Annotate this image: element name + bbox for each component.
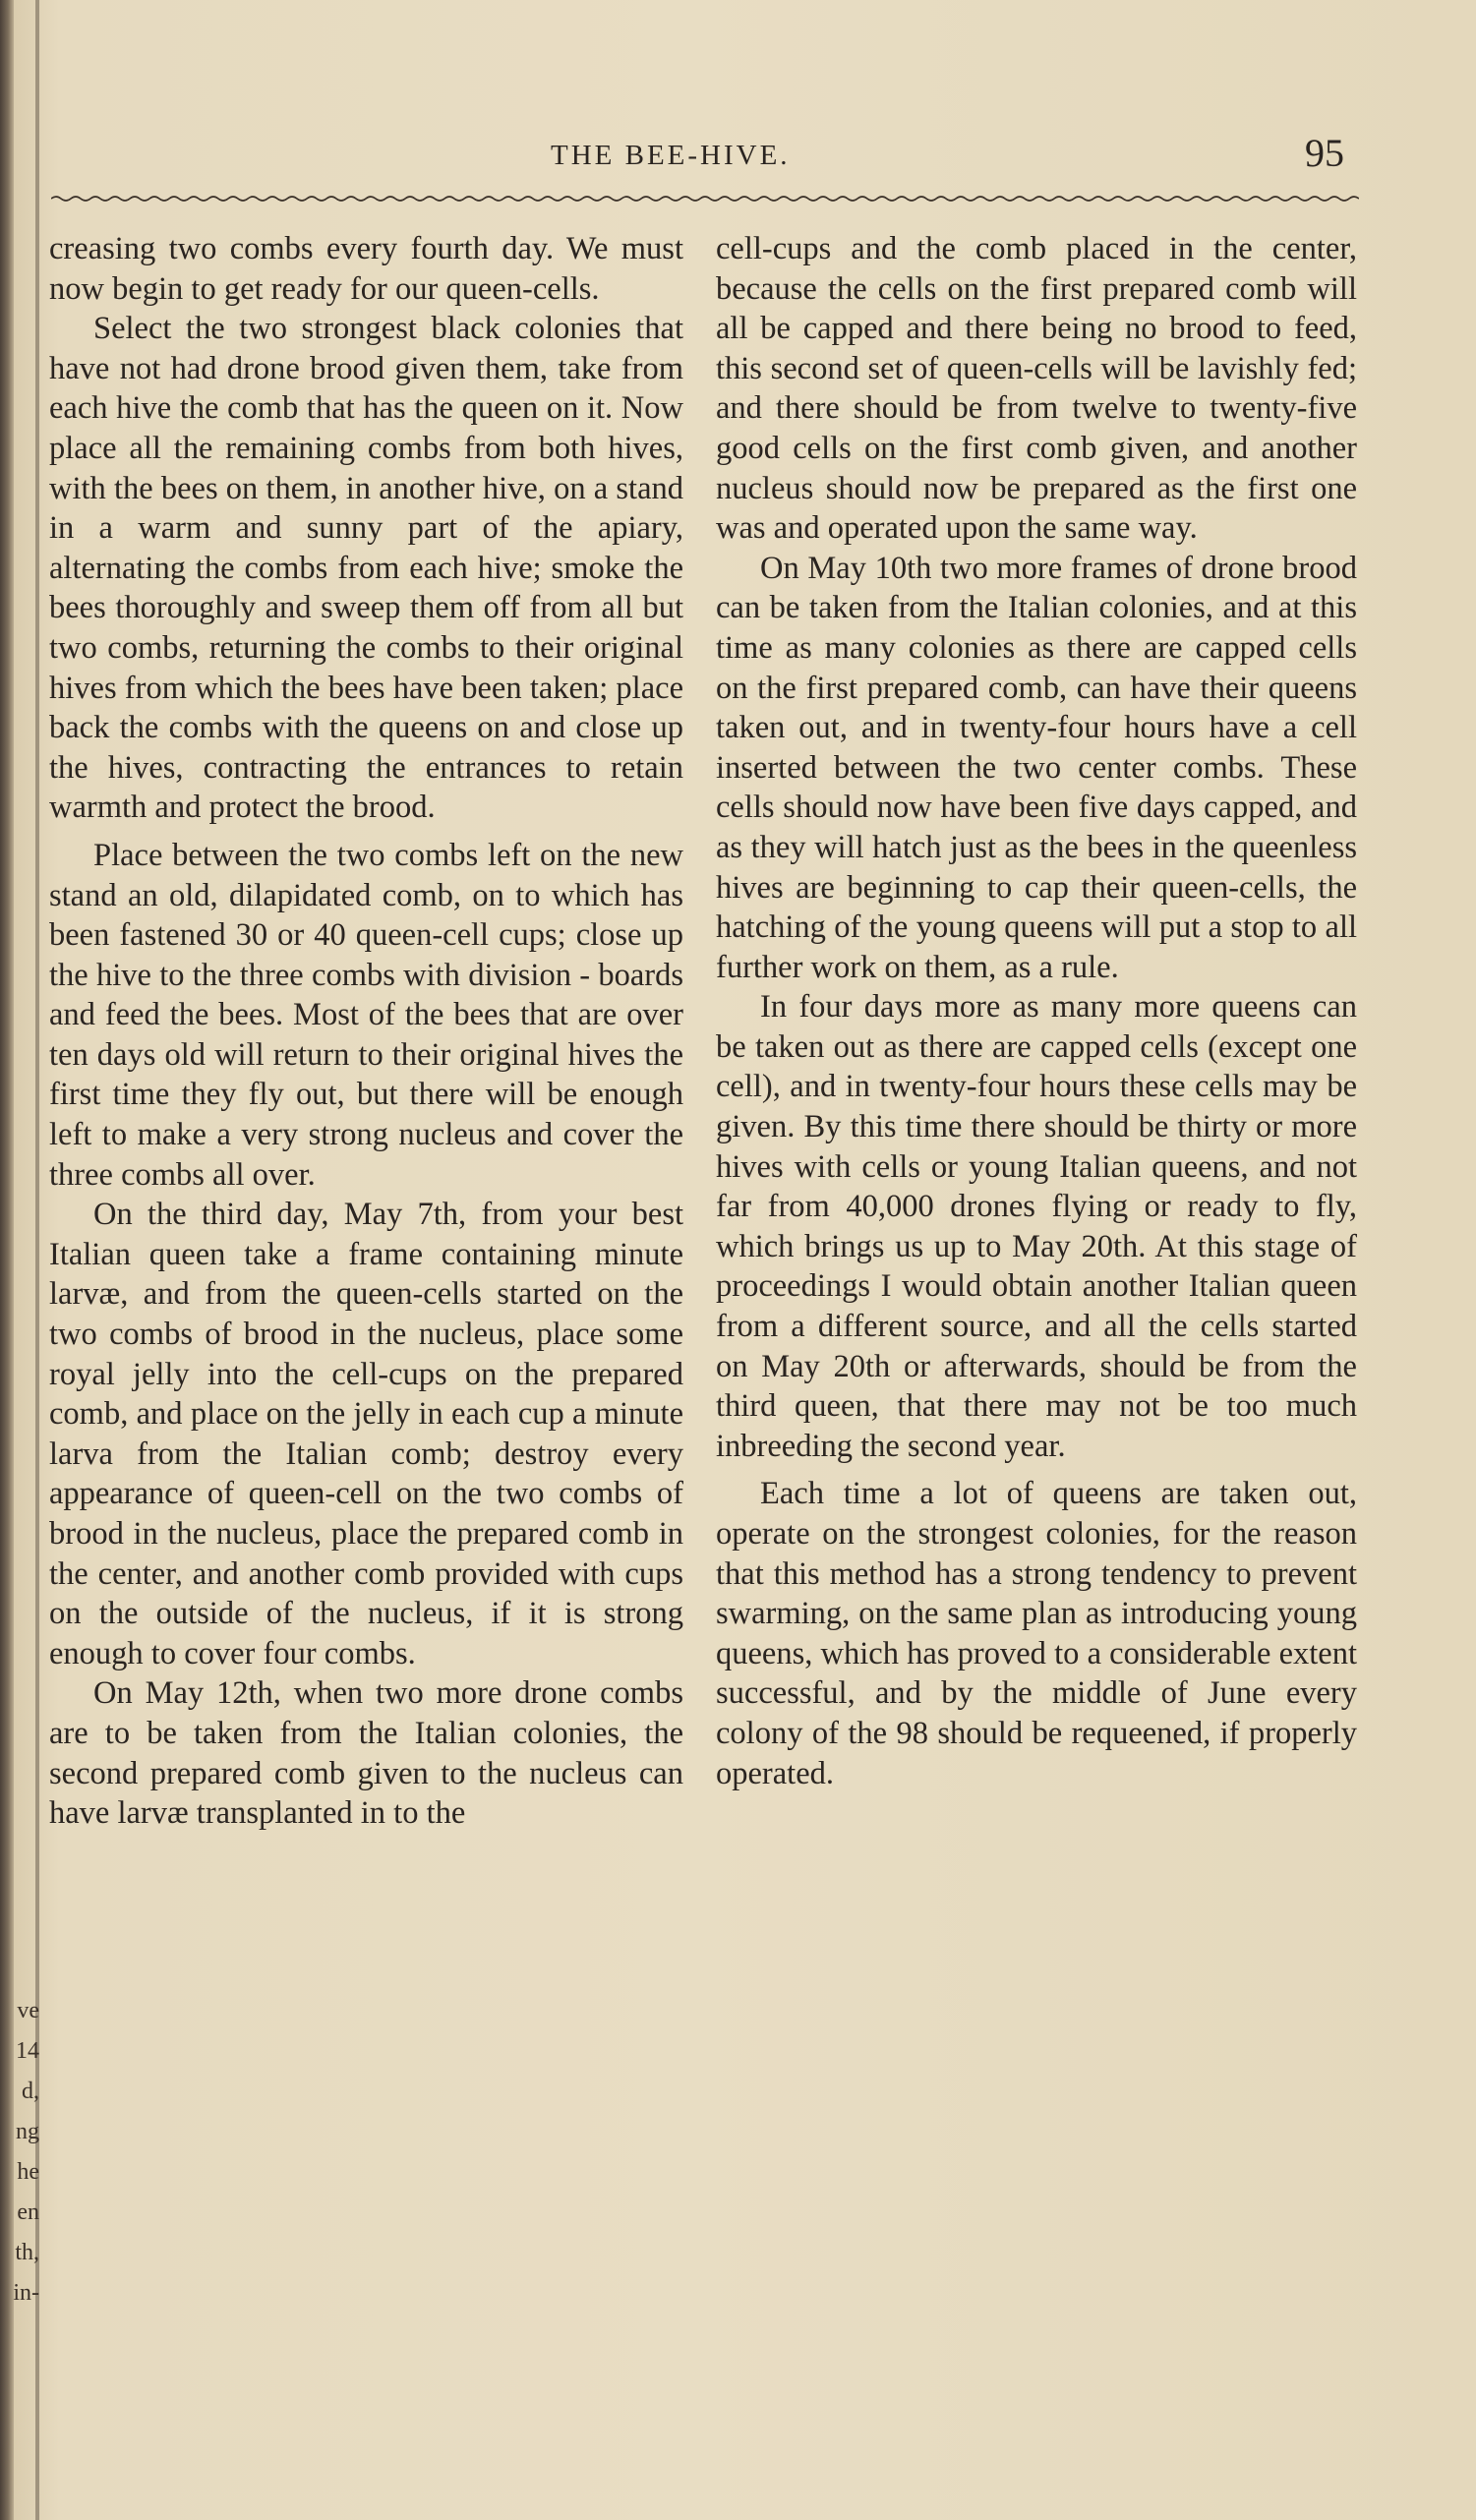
left-text-column	[49, 229, 683, 1834]
margin-fragment: in-	[13, 2280, 39, 2306]
paragraph: creasing two combs every fourth day. We must now begin to get ready for our queen-cells.	[49, 231, 683, 307]
margin-fragment: d,	[22, 2079, 39, 2104]
paragraph: cell-cups and the comb placed in the center, because the cells on the first prepared comb will all be capped and there being no brood to feed, this second set of queen-cells will be lavishly fed; and there should be from twelve to twenty-five good cells on the first comb given, and another nucleus should now be prepared as the first one was and operated upon the same way.	[716, 231, 1357, 547]
paragraph: On May 12th, when two more drone combs are to be taken from the Italian colonies, the second prepared comb given to the nucleus can have larvæ transplanted in to the	[49, 1675, 683, 1832]
margin-fragment: 14	[16, 2038, 39, 2064]
wavy-header-rule	[51, 193, 1359, 205]
right-text-column	[716, 229, 1357, 1793]
paragraph: On the third day, May 7th, from your best Italian queen take a frame containing minute larvæ, and from the queen-cells started on the two combs of brood in the nucleus, place some royal jelly into the cell-cups on the prepared comb, and place on the jelly in each cup a minute larva from the Italian comb; destroy every appearance of queen-cell on the two combs of brood in the nucleus, place the prepared comb in the center, and another comb provided with cups on the outside of the nucleus, if it is strong enough to cover four combs.	[49, 1197, 683, 1671]
page-number: 95	[1305, 131, 1344, 175]
paragraph: On May 10th two more frames of drone brood can be taken from the Italian colonies, and at this time as many colonies as there are capped cells on the first prepared comb, can have their queens taken out, and in twenty-four hours have a cell inserted between the two center combs. These cells should now have been five days capped, and as they will hatch just as the bees in the queenless hives are beginning to cap their queen-cells, the hatching of the young queens will put a stop to all further work on them, as a rule.	[716, 550, 1357, 985]
margin-fragment: en	[17, 2199, 39, 2225]
margin-fragment: th,	[15, 2240, 39, 2265]
paragraph: In four days more as many more queens can be taken out as there are capped cells (except one cell), and in twenty-four hours these cells may be given. By this time there should be thirty or more hives with cells or young Italian queens, and not far from 40,000 drones flying or ready to fly, which brings us up to May 20th. At this stage of proceedings I would obtain another Italian queen from a different source, and all the cells started on May 20th or afterwards, should be from the third queen, that there may not be too much inbreeding the second year.	[716, 989, 1357, 1464]
margin-fragment: he	[17, 2159, 39, 2185]
margin-fragment: ng	[16, 2119, 39, 2144]
paragraph: Each time a lot of queens are taken out, operate on the strongest colonies, for the reason that this method has a strong tendency to prevent swarming, on the same plan as introducing young queens, which has proved to a considerable extent successful, and by the middle of June every colony of the 98 should be requeened, if properly operated.	[716, 1476, 1357, 1791]
running-head: THE BEE-HIVE.	[551, 140, 791, 171]
paragraph: Place between the two combs left on the new stand an old, dilapidated comb, on to which has been fastened 30 or 40 queen-cell cups; close up the hive to the three combs with division - boards and feed the bees. Most of the bees that are over ten days old will return to their original hives the first time they fly out, but there will be enough left to make a very strong nucleus and cover the three combs all over.	[49, 837, 683, 1193]
margin-fragment: ve	[17, 1998, 39, 2023]
paragraph: Select the two strongest black colonies that have not had drone brood given them, take from each hive the comb that has the queen on it. Now place all the remaining combs from both hives, with the bees on them, in another hive, on a stand in a warm and sunny part of the apiary, alternating the combs from each hive; smoke the bees thoroughly and sweep them off from all but two combs, returning the combs to their original hives from which the bees have been taken; place back the combs with the queens on and close up the hives, contracting the entrances to retain warmth and protect the brood.	[49, 311, 683, 826]
